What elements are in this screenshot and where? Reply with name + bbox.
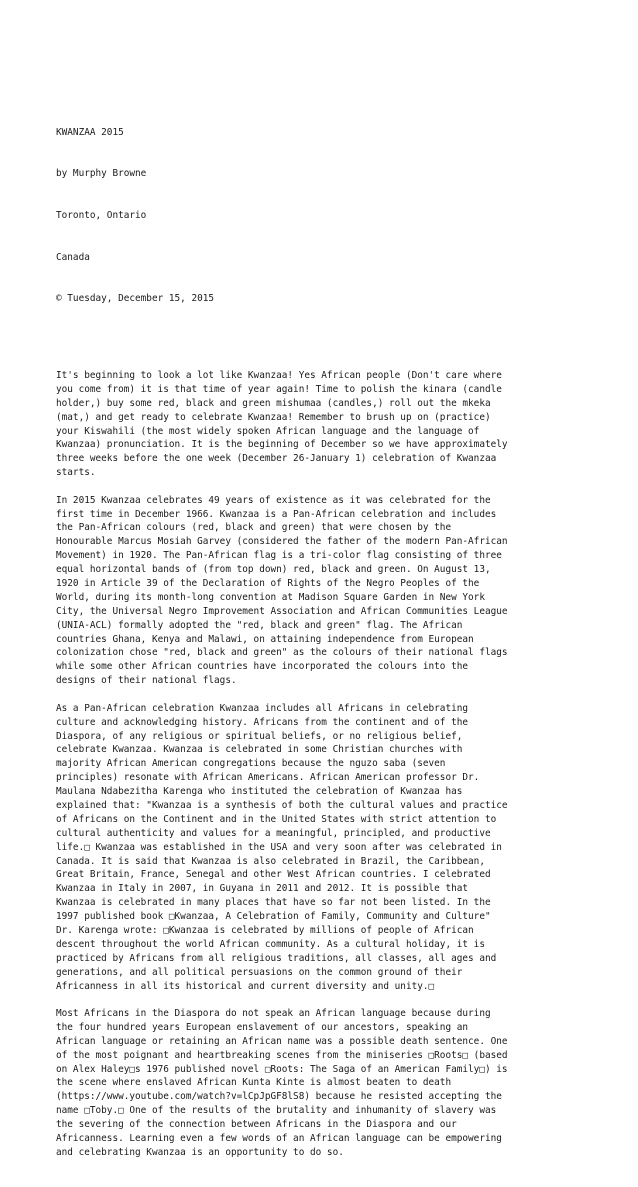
paragraph-line: first time in December 1966. Kwanzaa is a Pan-African celebration and includes (56, 508, 497, 520)
paragraph-line: explained that: "Kwanzaa is a synthesis of both the cultural values and practice (56, 799, 508, 811)
paragraph-line: Great Britain, France, Senegal and other West African countries. I celebrated (56, 869, 491, 881)
paragraph-line: culture and acknowledging history. Africans from the continent and of the (56, 716, 469, 728)
paragraph (56, 369, 596, 480)
paragraph-line: As a Pan-African celebration Kwanzaa includes all Africans in celebrating (56, 702, 469, 714)
paragraph-line: life.□ Kwanzaa was established in the USA and very soon after was celebrated in (56, 841, 502, 853)
paragraph-line: generations, and all political persuasions on the common ground of their (56, 966, 463, 978)
paragraph-line: Kwanzaa in Italy in 2007, in Guyana in 2011 and 2012. It is possible that (56, 883, 469, 895)
paragraph-line: (UNIA-ACL) formally adopted the "red, black and green" flag. The African (56, 619, 463, 631)
paragraph-line: three weeks before the one week (December 26-January 1) celebration of Kwanzaa (56, 453, 497, 465)
paragraph-line: you come from) it is that time of year again! Time to polish the kinara (candle (56, 383, 502, 395)
paragraph-line: the severing of the connection between Africans in the Diaspora and our (56, 1119, 457, 1131)
document-page (56, 70, 596, 1187)
paragraph (56, 494, 596, 688)
paragraph-line: Canada. It is said that Kwanzaa is also celebrated in Brazil, the Caribbean, (56, 855, 485, 867)
paragraph-line: Africanness in all its historical and current diversity and unity.□ (56, 980, 435, 992)
document-header (56, 98, 596, 334)
paragraph-line: Most Africans in the Diaspora do not speak an African language because during (56, 1008, 491, 1020)
paragraph-line: City, the Universal Negro Improvement Association and African Communities League (56, 605, 508, 617)
paragraph-line: Africanness. Learning even a few words of an African language can be empowering (56, 1133, 502, 1145)
document-title: KWANZAA 2015 (56, 126, 124, 138)
paragraph-line: It's beginning to look a lot like Kwanzaa! Yes African people (Don't care where (56, 369, 502, 381)
paragraph-line: the four hundred years European enslavement of our ancestors, speaking an (56, 1021, 469, 1033)
paragraph-line: the Pan-African colours (red, black and green) that were chosen by the (56, 522, 452, 534)
paragraph-line: Movement) in 1920. The Pan-African flag is a tri-color flag consisting of three (56, 550, 502, 562)
paragraph-line: while some other African countries have incorporated the colours into the (56, 661, 469, 673)
paragraph-line: Diaspora, of any religious or spiritual beliefs, or no religious belief, (56, 730, 463, 742)
paragraph-line: principles) resonate with African Americans. African American professor Dr. (56, 772, 480, 784)
paragraph-line: designs of their national flags. (56, 675, 237, 687)
paragraph-line: equal horizontal bands of (from top down) red, black and green. On August 13, (56, 564, 491, 576)
paragraph-line: African language or retaining an African name was a possible death sentence. One (56, 1035, 508, 1047)
paragraph-line: holder,) buy some red, black and green mishumaa (candles,) roll out the mkeka (56, 397, 491, 409)
paragraph-line: on Alex Haley□s 1976 published novel □Roots: The Saga of an American Family□) is (56, 1063, 508, 1075)
paragraph-line: (https://www.youtube.com/watch?v=lCpJpGF8lS8) because he resisted accepting the (56, 1091, 502, 1103)
paragraph-line: cultural authenticity and values for a meaningful, principled, and productive (56, 827, 491, 839)
city-line: Toronto, Ontario (56, 210, 147, 222)
paragraph-line: World, during its month-long convention at Madison Square Garden in New York (56, 591, 485, 603)
paragraph-line: majority African American congregations because the nguzo saba (seven (56, 758, 446, 770)
paragraph-line: Honourable Marcus Mosiah Garvey (considered the father of the modern Pan-African (56, 536, 508, 548)
paragraph-line: countries Ghana, Kenya and Malawi, on attaining independence from European (56, 633, 474, 645)
paragraph-line: the scene where enslaved African Kunta Kinte is almost beaten to death (56, 1077, 452, 1089)
paragraph-line: Kwanzaa) pronunciation. It is the beginning of December so we have approximately (56, 439, 508, 451)
paragraph-line: colonization chose "red, black and green" as the colours of their national flags (56, 647, 508, 659)
paragraph-line: and celebrating Kwanzaa is an opportunity to do so. (56, 1146, 344, 1158)
paragraph-line: Kwanzaa is celebrated in many places that have so far not been listed. In the (56, 897, 491, 909)
paragraph-line: (mat,) and get ready to celebrate Kwanzaa! Remember to brush up on (practice) (56, 411, 491, 423)
paragraph-line: of Africans on the Continent and in the United States with strict attention to (56, 813, 497, 825)
paragraph-line: name □Toby.□ One of the results of the brutality and inhumanity of slavery was (56, 1105, 497, 1117)
date-line: © Tuesday, December 15, 2015 (56, 293, 215, 305)
paragraph-line: 1997 published book □Kwanzaa, A Celebration of Family, Community and Culture" (56, 911, 491, 923)
paragraph-line: of the most poignant and heartbreaking scenes from the miniseries □Roots□ (based (56, 1049, 508, 1061)
paragraph-line: your Kiswahili (the most widely spoken African language and the language of (56, 425, 480, 437)
paragraph-line: celebrate Kwanzaa. Kwanzaa is celebrated in some Christian churches with (56, 744, 463, 756)
paragraph-line: 1920 in Article 39 of the Declaration of Rights of the Negro Peoples of the (56, 578, 480, 590)
document-body (56, 369, 596, 1160)
paragraph-line: descent throughout the world African community. As a cultural holiday, it is (56, 938, 485, 950)
paragraph-line: Maulana Ndabezitha Karenga who instituted the celebration of Kwanzaa has (56, 786, 463, 798)
author-line: by Murphy Browne (56, 168, 147, 180)
paragraph-line: practiced by Africans from all religious traditions, all classes, all ages and (56, 952, 497, 964)
paragraph-line: Dr. Karenga wrote: □Kwanzaa is celebrated by millions of people of African (56, 924, 474, 936)
paragraph (56, 702, 596, 994)
paragraph-line: starts. (56, 467, 96, 479)
paragraph-line: In 2015 Kwanzaa celebrates 49 years of existence as it was celebrated for the (56, 494, 491, 506)
paragraph (56, 1007, 596, 1160)
country-line: Canada (56, 251, 90, 263)
